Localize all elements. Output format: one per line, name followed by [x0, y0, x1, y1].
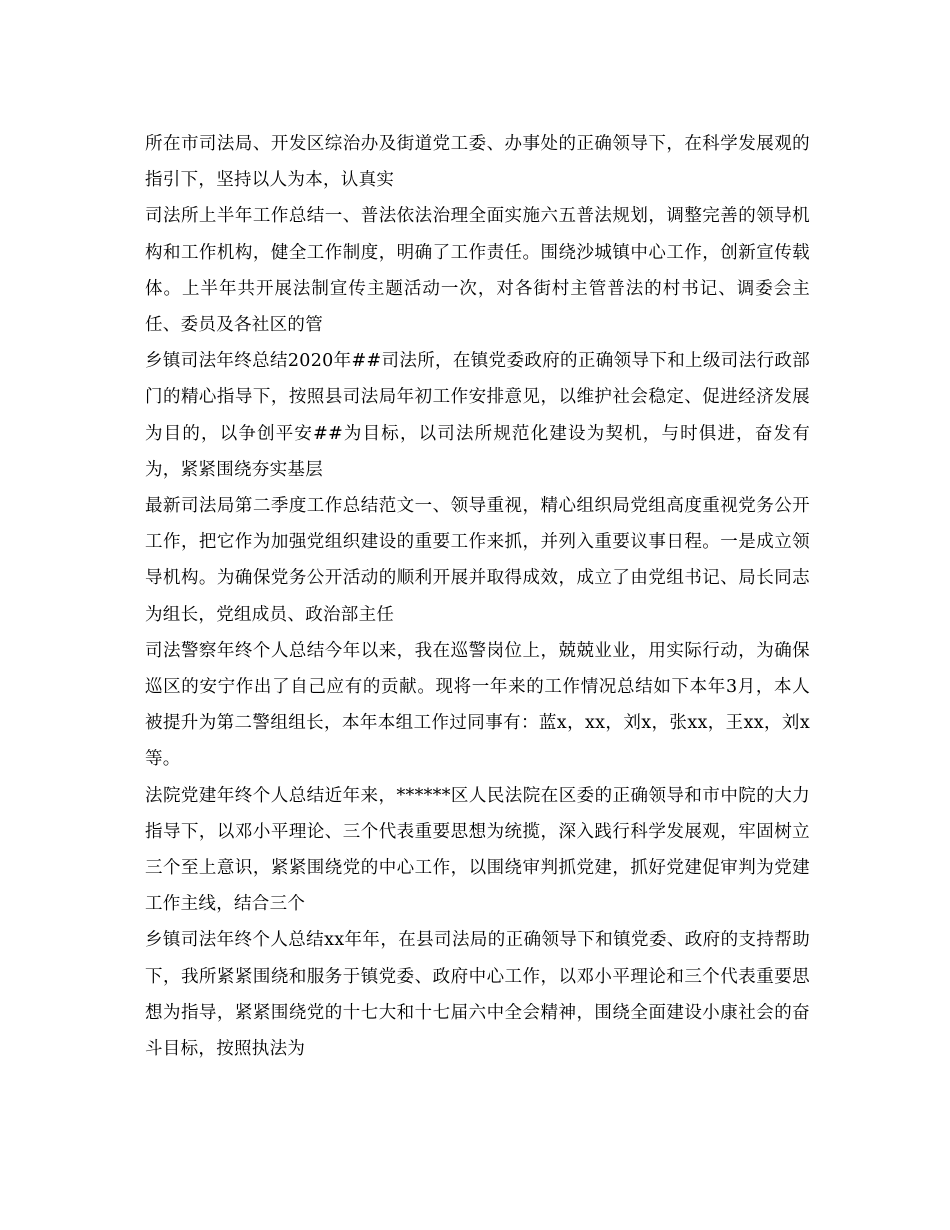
paragraph-6: 法院党建年终个人总结近年来，******区人民法院在区委的正确领导和市中院的大力指导下，以邓小平理论、三个代表重要思想为统揽，深入践行科学发展观，牢固树立三个至上意识，紧紧围绕党的中心工作，以围绕审判抓党建，抓好党建促审判为党建工作主线，结合三个 [145, 785, 810, 915]
paragraph-1: 所在市司法局、开发区综治办及街道党工委、办事处的正确领导下，在科学发展观的指引下，坚持以人为本，认真实 [145, 134, 810, 191]
paragraph-5: 司法警察年终个人总结今年以来，我在巡警岗位上，兢兢业业，用实际行动，为确保巡区的安宁作出了自己应有的贡献。现将一年来的工作情况总结如下本年3月，本人被提升为第二警组组长，本年本组工作过同事有：蓝x，xx，刘x，张xx，王xx，刘x等。 [145, 640, 810, 770]
paragraph-2: 司法所上半年工作总结一、普法依法治理全面实施六五普法规划，调整完善的领导机构和工作机构，健全工作制度，明确了工作责任。围绕沙城镇中心工作，创新宣传载体。上半年共开展法制宣传主题活动一次，对各街村主管普法的村书记、调委会主任、委员及各社区的管 [145, 206, 810, 336]
document-body [145, 126, 810, 1067]
paragraph-7: 乡镇司法年终个人总结xx年年，在县司法局的正确领导下和镇党委、政府的支持帮助下，我所紧紧围绕和服务于镇党委、政府中心工作，以邓小平理论和三个代表重要思想为指导，紧紧围绕党的十七大和十七届六中全会精神，围绕全面建设小康社会的奋斗目标，按照执法为 [145, 930, 810, 1060]
paragraph-3: 乡镇司法年终总结2020年##司法所，在镇党委政府的正确领导下和上级司法行政部门的精心指导下，按照县司法局年初工作安排意见，以维护社会稳定、促进经济发展为目的，以争创平安##为目标，以司法所规范化建设为契机，与时俱进，奋发有为，紧紧围绕夯实基层 [145, 351, 810, 480]
paragraph-4: 最新司法局第二季度工作总结范文一、领导重视，精心组织局党组高度重视党务公开工作，把它作为加强党组织建设的重要工作来抓，并列入重要议事日程。一是成立领导机构。为确保党务公开活动的顺利开展并取得成效，成立了由党组书记、局长同志为组长，党组成员、政治部主任 [145, 496, 810, 625]
